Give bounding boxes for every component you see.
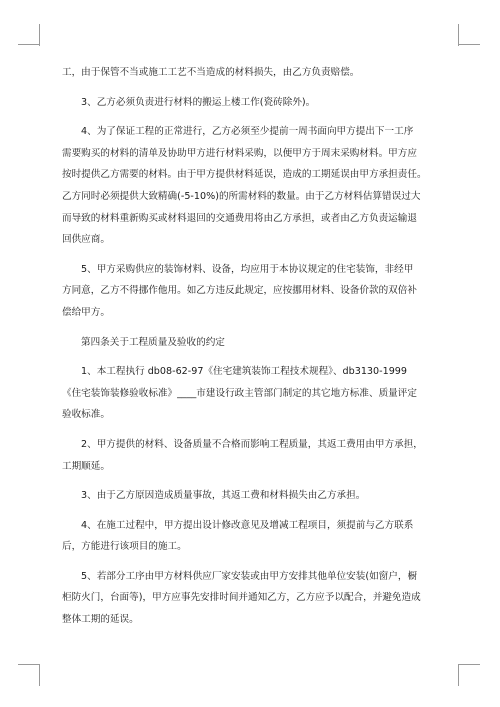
text-line: 后，方能进行该项目的施工。 <box>62 541 187 553</box>
text-line: 乙方同时必须提供大致精确(-5-10%)的所需材料的数量。由于乙方材料估算错误过大 <box>62 190 421 202</box>
paragraph <box>62 92 442 114</box>
text-line: 4、为了保证工程的正常进行，乙方必须至少提前一周书面向甲方提出下一工序 <box>81 126 414 138</box>
text-line: 按时提供乙方需要的材料。由于甲方提供材料延误，造成的工期延误由甲方承担责任。 <box>62 169 427 181</box>
text-line: 5、若部分工序由甲方材料供应厂家安装或由甲方安排其他单位安装(如窗户，橱 <box>81 570 418 582</box>
paragraph <box>62 361 442 426</box>
text-line: 整体工期的延误。 <box>62 614 139 626</box>
text-line: 验收标准。 <box>62 409 110 421</box>
paragraph <box>62 434 442 477</box>
paragraph <box>62 121 442 251</box>
document-body <box>62 62 442 639</box>
paragraph <box>62 566 442 631</box>
text-line: 工期顺延。 <box>62 460 110 472</box>
text-line: 方同意，乙方不得挪作他用。如乙方违反此规定，应按挪用材料、设备价款的双倍补 <box>62 285 417 297</box>
text-line: 回供应商。 <box>62 234 110 246</box>
text-line: 3、由于乙方原因造成质量事故，其返工费和材料损失由乙方承担。 <box>81 490 366 502</box>
paragraph <box>62 332 442 354</box>
text-line: 《住宅装饰装修验收标准》____市建设行政主管部门制定的其它地方标准、质量评定 <box>62 387 417 399</box>
text-line: 工，由于保管不当或施工工艺不当造成的材料损失，由乙方负责赔偿。 <box>62 67 360 78</box>
text-line: 3、乙方必须负责进行材料的搬运上楼工作(瓷砖除外)。 <box>81 96 316 108</box>
text-line: 2、甲方提供的材料、设备质量不合格而影响工程质量，其返工费用由甲方承担， <box>81 438 423 450</box>
text-line: 1、本工程执行 db08-62-97《住宅建筑装饰工程技术规程》、db3130-1999 <box>81 366 408 378</box>
text-line: 第四条关于工程质量及验收的约定 <box>81 336 225 348</box>
text-line: 而导致的材料重新购买或材料退回的交通费用将由乙方承担，或者由乙方负责运输退 <box>62 212 417 224</box>
text-line: 偿给甲方。 <box>62 306 110 318</box>
paragraph <box>62 62 442 84</box>
text-line: 柜防火门，台面等)，甲方应事先安排时间并通知乙方，乙方应予以配合，并避免造成 <box>62 592 421 604</box>
text-line: 5、甲方采购供应的装饰材料、设备，均应用于本协议规定的住宅装饰，非经甲 <box>81 263 414 275</box>
paragraph <box>62 485 442 507</box>
text-line: 需要购买的材料的清单及协助甲方进行材料采购，以便甲方于周末采购材料。甲方应 <box>62 147 417 159</box>
text-line: 4、在施工过程中，甲方提出设计修改意见及增减工程项目，须提前与乙方联系 <box>81 519 414 531</box>
paragraph <box>62 259 442 324</box>
paragraph <box>62 515 442 558</box>
